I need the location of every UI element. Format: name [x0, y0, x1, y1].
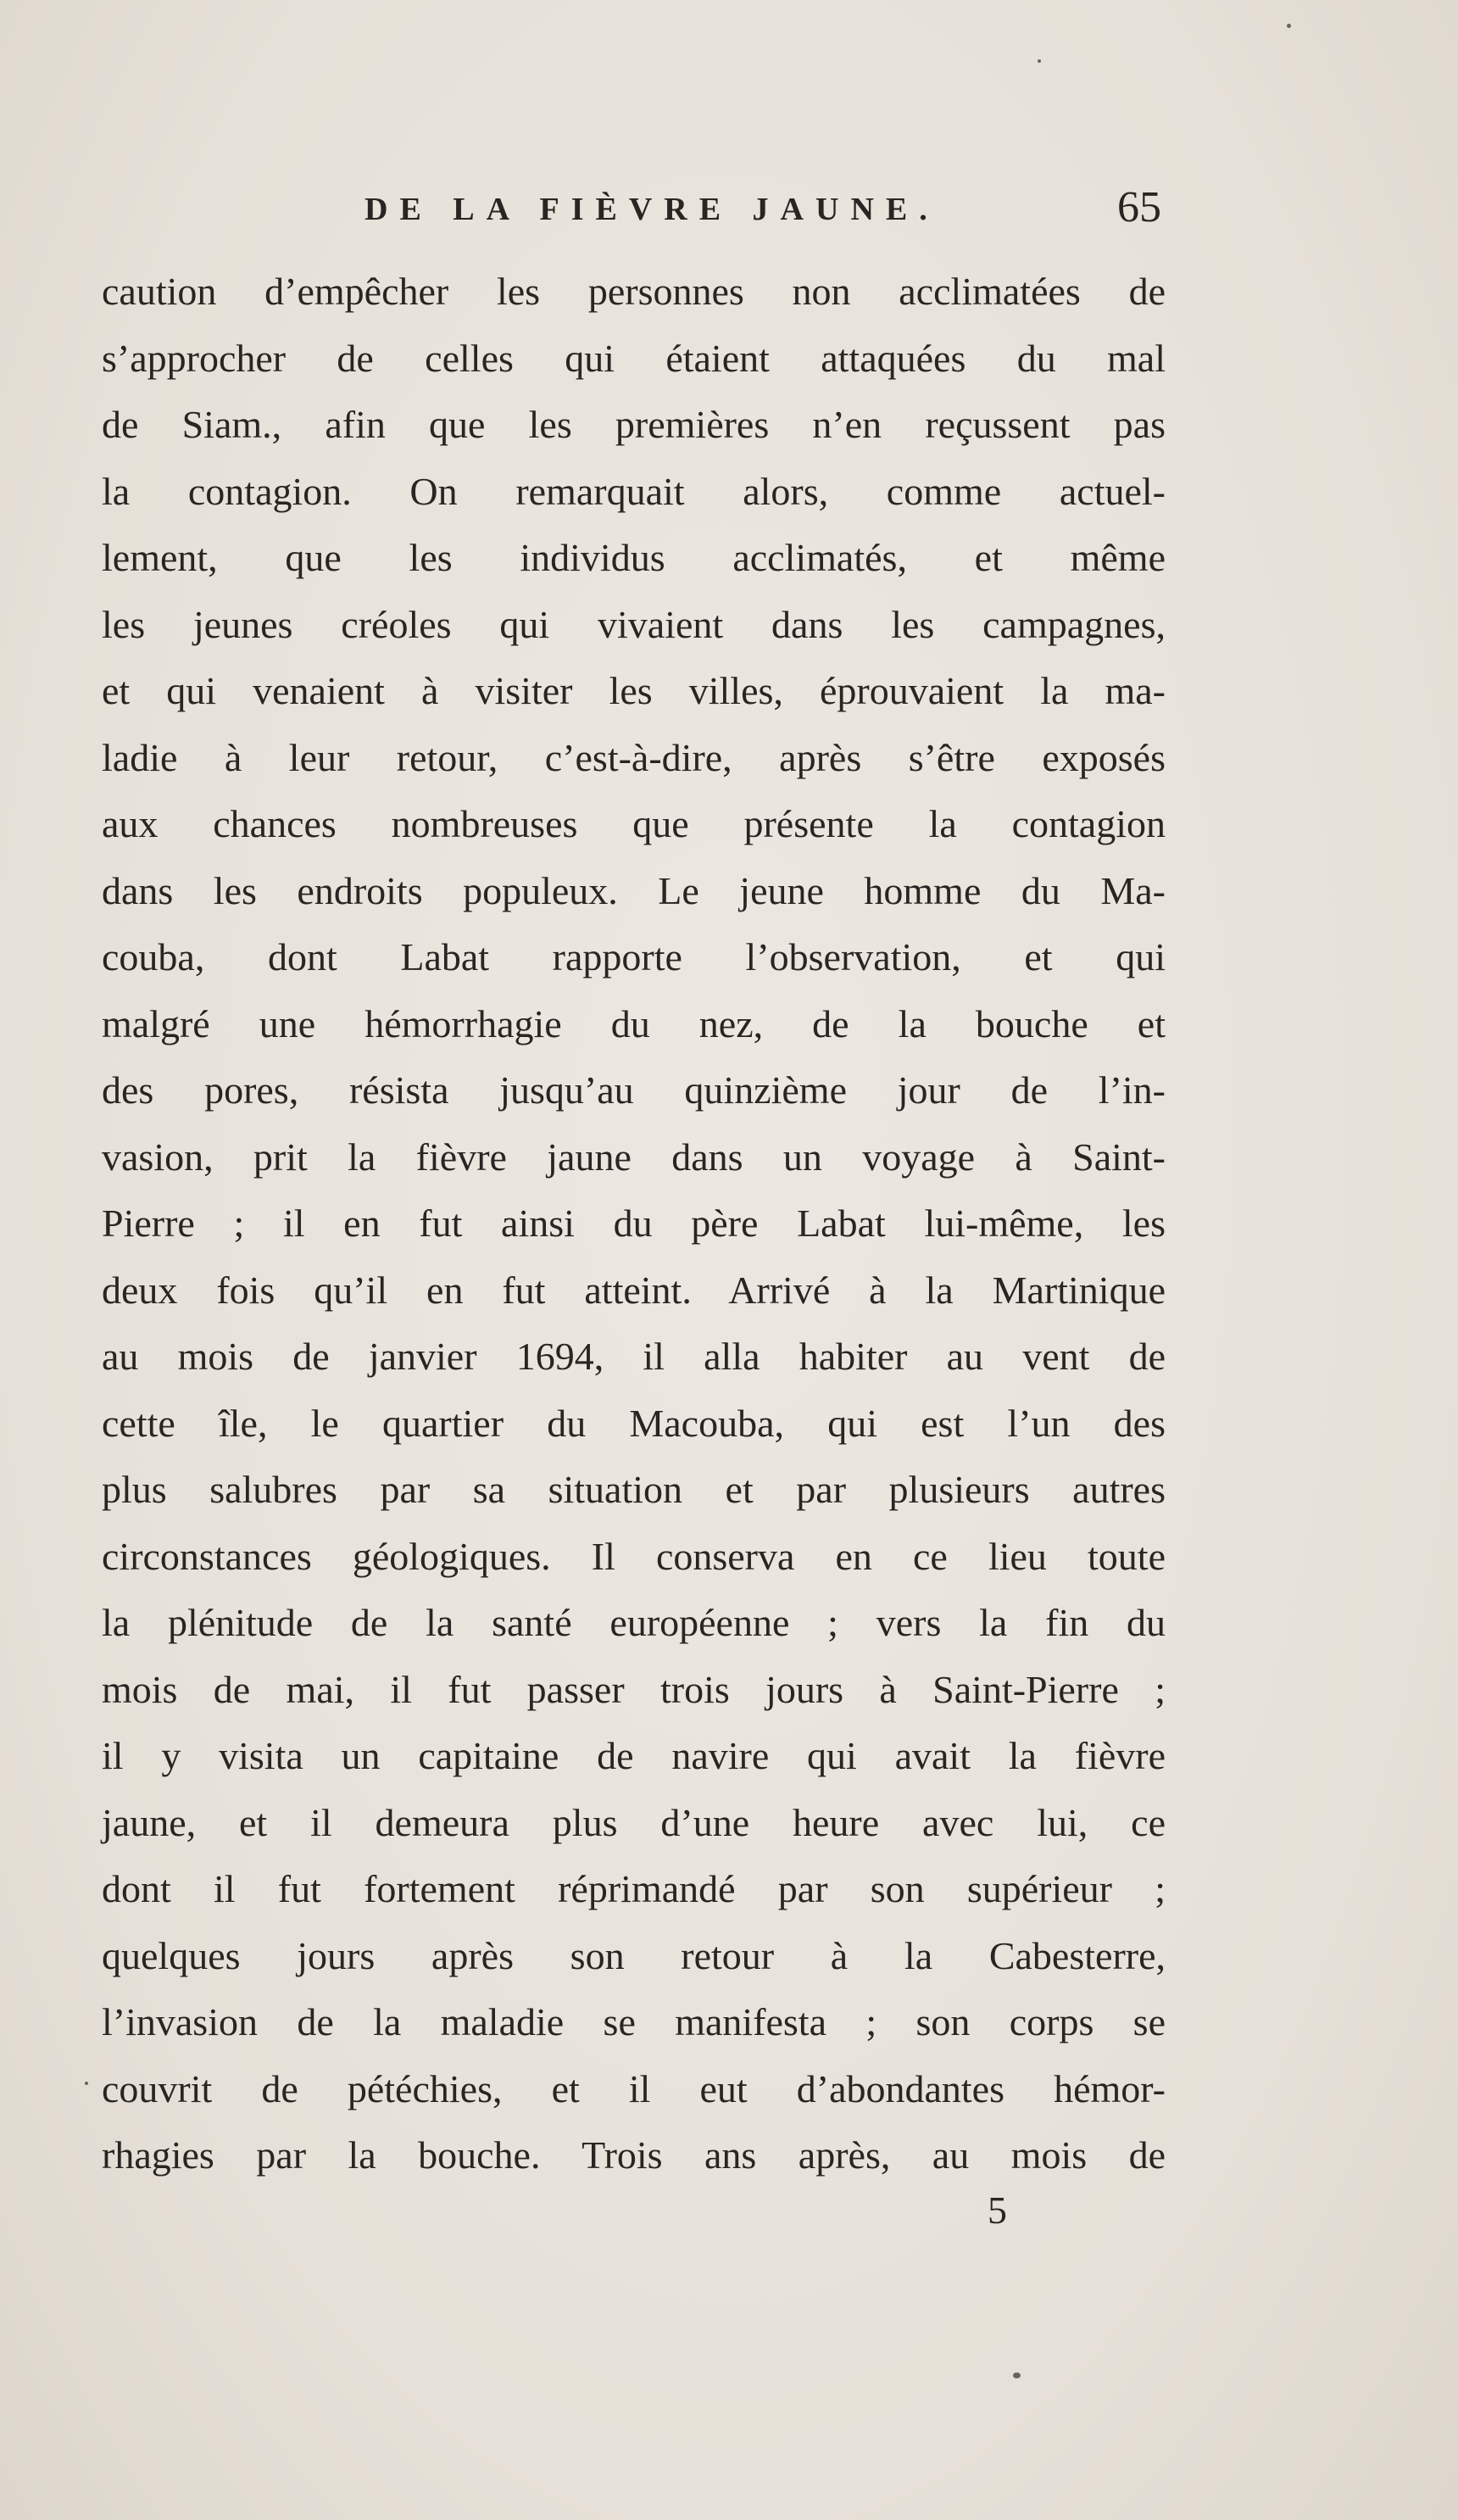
text-line: ladie à leur retour, c’est-à-dire, après s’être exposés — [102, 735, 1166, 779]
text-line: deux fois qu’il en fut atteint. Arrivé à la Martinique — [102, 1268, 1166, 1312]
text-line: quelques jours après son retour à la Cabesterre, — [102, 1933, 1166, 1977]
page-number: 65 — [1117, 183, 1161, 231]
text-line: l’invasion de la maladie se manifesta ; son corps se — [102, 2000, 1166, 2043]
text-line: Pierre ; il en fut ainsi du père Labat lui-même, les — [102, 1201, 1166, 1245]
text-line: vasion, prit la fièvre jaune dans un voyage à Saint- — [102, 1135, 1166, 1179]
paper-speck — [1038, 59, 1041, 63]
text-line: la plénitude de la santé européenne ; vers la fin du — [102, 1601, 1166, 1644]
text-line: couba, dont Labat rapporte l’observation, et qui — [102, 935, 1166, 978]
text-line: dont il fut fortement réprimandé par son supérieur ; — [102, 1867, 1166, 1910]
text-line: couvrit de pétéchies, et il eut d’abondantes hémor- — [102, 2066, 1166, 2110]
text-line: plus salubres par sa situation et par plusieurs autres — [102, 1468, 1166, 1511]
signature-mark: 5 — [988, 2188, 1007, 2232]
text-line: circonstances géologiques. Il conserva en ce lieu toute — [102, 1534, 1166, 1578]
body-text — [102, 259, 1166, 2189]
text-line: s’approcher de celles qui étaient attaquées du mal — [102, 336, 1166, 380]
text-line: au mois de janvier 1694, il alla habiter au vent de — [102, 1335, 1166, 1378]
text-line: malgré une hémorrhagie du nez, de la bouche et — [102, 1001, 1166, 1045]
text-line: mois de mai, il fut passer trois jours à Saint-Pierre ; — [102, 1667, 1166, 1711]
text-line: caution d’empêcher les personnes non acclimatées de — [102, 270, 1166, 313]
paper-speck — [1013, 2372, 1021, 2378]
text-line: aux chances nombreuses que présente la contagion — [102, 802, 1166, 845]
text-line: et qui venaient à visiter les villes, éprouvaient la ma- — [102, 669, 1166, 712]
text-line: les jeunes créoles qui vivaient dans les campagnes, — [102, 602, 1166, 646]
running-title: DE LA FIÈVRE JAUNE. — [364, 192, 939, 227]
text-line: rhagies par la bouche. Trois ans après, au mois de — [102, 2133, 1166, 2177]
text-line: dans les endroits populeux. Le jeune homme du Ma- — [102, 868, 1166, 912]
page-header — [102, 182, 1161, 242]
text-line: de Siam., afin que les premières n’en reçussent pas — [102, 403, 1166, 446]
text-line: des pores, résista jusqu’au quinzième jour de l’in- — [102, 1068, 1166, 1112]
text-line: il y visita un capitaine de navire qui avait la fièvre — [102, 1734, 1166, 1777]
text-line: cette île, le quartier du Macouba, qui est l’un des — [102, 1401, 1166, 1445]
text-line: lement, que les individus acclimatés, et même — [102, 536, 1166, 579]
text-line: jaune, et il demeura plus d’une heure avec lui, ce — [102, 1800, 1166, 1844]
paper-speck — [85, 2082, 88, 2085]
text-line: la contagion. On remarquait alors, comme actuel- — [102, 469, 1166, 513]
paper-speck — [1287, 24, 1291, 28]
